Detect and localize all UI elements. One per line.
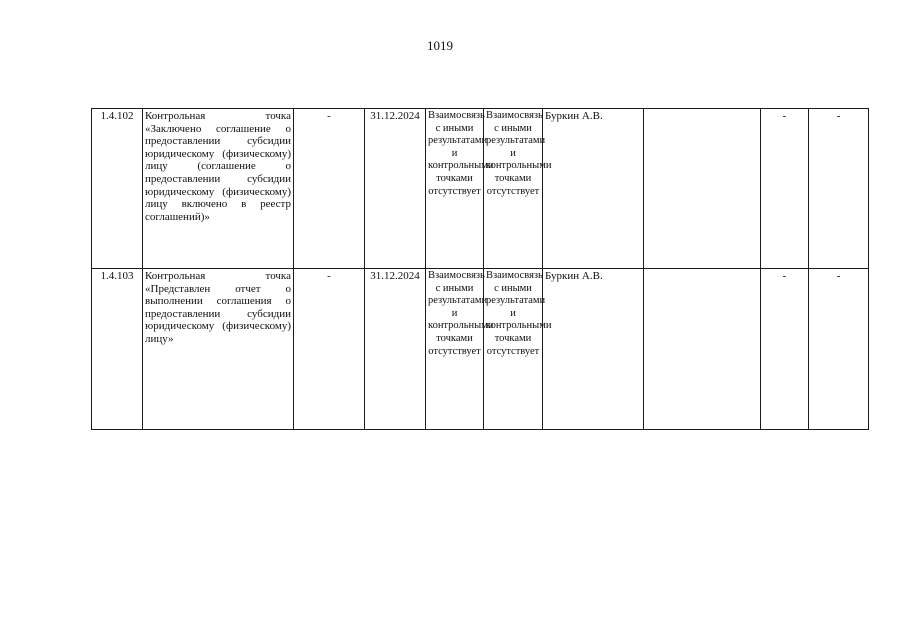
row-col9-value: - bbox=[761, 269, 809, 430]
row-col10-value: - bbox=[809, 269, 869, 430]
row-relation-1: Взаимосвязь с иными результатами и контрольными точками отсутствует bbox=[426, 109, 484, 269]
row-relation-1: Взаимосвязь с иными результатами и контрольными точками отсутствует bbox=[426, 269, 484, 430]
row-responsible: Буркин А.В. bbox=[543, 109, 644, 269]
page-number: 1019 bbox=[427, 38, 453, 53]
row-date: 31.12.2024 bbox=[365, 109, 426, 269]
table-row bbox=[92, 109, 869, 269]
row-col9-value: - bbox=[761, 109, 809, 269]
row-col8-value bbox=[644, 269, 761, 430]
row-description: Контрольная точка «Представлен отчет о выполнении соглашения о предоставлении субсидии юридическому (физическому) лицу» bbox=[143, 269, 294, 430]
row-description: Контрольная точка «Заключено соглашение о предоставлении субсидии юридическому (физическому) лицу (соглашение о предоставлении субсидии юридическому (физическому) лицу включено в реестр соглашений)» bbox=[143, 109, 294, 269]
row-col3-value: - bbox=[294, 109, 365, 269]
row-relation-2: Взаимосвязь с иными результатами и контрольными точками отсутствует bbox=[484, 109, 543, 269]
row-number: 1.4.103 bbox=[92, 269, 143, 430]
row-date: 31.12.2024 bbox=[365, 269, 426, 430]
row-col3-value: - bbox=[294, 269, 365, 430]
control-points-table bbox=[91, 108, 869, 430]
row-col8-value bbox=[644, 109, 761, 269]
row-col10-value: - bbox=[809, 109, 869, 269]
table-row bbox=[92, 269, 869, 430]
row-relation-2: Взаимосвязь с иными результатами и контрольными точками отсутствует bbox=[484, 269, 543, 430]
row-number: 1.4.102 bbox=[92, 109, 143, 269]
row-responsible: Буркин А.В. bbox=[543, 269, 644, 430]
